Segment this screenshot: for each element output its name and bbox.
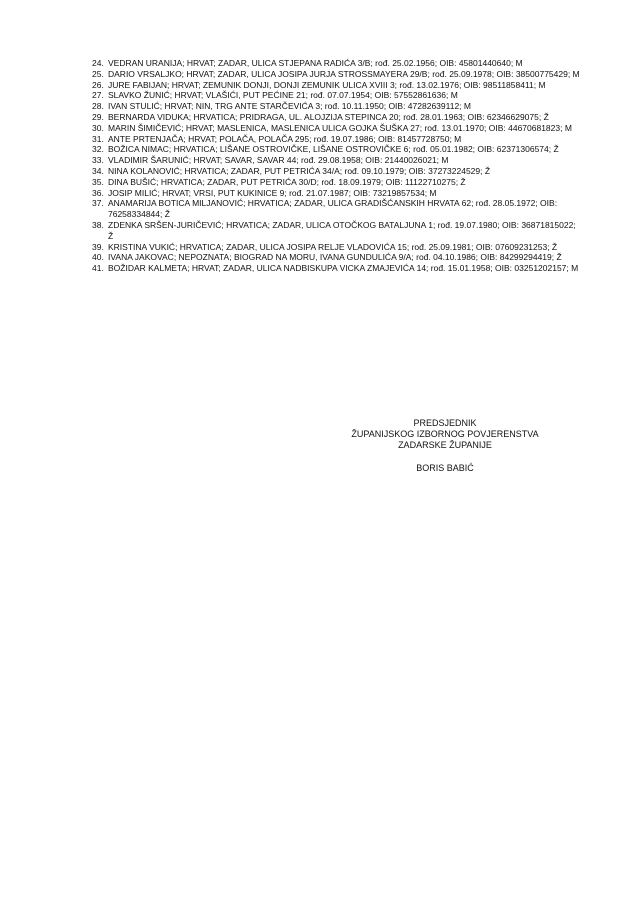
candidate-number: 26. (92, 79, 104, 90)
candidate-number: 38. (92, 219, 104, 230)
candidate-number: 31. (92, 133, 104, 144)
candidate-item (92, 166, 580, 177)
candidate-text: JURE FABIJAN; HRVAT; ZEMUNIK DONJI, DONJI ZEMUNIK ULICA XVIII 3; rođ. 13.02.1976; OIB: 98511858411; M (108, 79, 546, 90)
candidate-item (92, 144, 580, 155)
candidate-number: 25. (92, 68, 104, 79)
candidate-text: IVAN STULIĆ; HRVAT; NIN, TRG ANTE STARČEVIĆA 3; rođ. 10.11.1950; OIB: 47282639112; M (108, 101, 471, 112)
candidate-text: KRISTINA VUKIĆ; HRVATICA; ZADAR, ULICA JOSIPA RELJE VLADOVIĆA 15; rođ. 25.09.1981; OIB: 07609231253; Ž (108, 241, 558, 252)
candidate-item (92, 198, 580, 220)
candidate-text: BOŽICA NIMAC; HRVATICA; LIŠANE OSTROVIČKE, LIŠANE OSTROVIČKE 6; rođ. 05.01.1982; OIB: 62371306574; Ž (108, 144, 559, 155)
candidate-item (92, 220, 580, 242)
candidate-item (92, 90, 580, 101)
candidate-text: BOŽIDAR KALMETA; HRVAT; ZADAR, ULICA NADBISKUPA VICKA ZMAJEVIĆA 14; rođ. 15.01.1958; OIB: 03251202157; M (108, 263, 579, 274)
candidate-item (92, 101, 580, 112)
candidate-text: BERNARDA VIDUKA; HRVATICA; PRIDRAGA, UL. ALOJZIJA STEPINCA 20; rođ. 28.01.1963; OIB: 62346629075; Ž (108, 111, 549, 122)
candidate-item (92, 177, 580, 188)
candidate-text: DARIO VRSALJKO; HRVAT; ZADAR, ULICA JOSIPA JURJA STROSSMAYERA 29/B; rođ. 25.09.1978; OIB: 38500775429; M (108, 68, 580, 79)
candidate-text: NINA KOLANOVIĆ; HRVATICA; ZADAR, PUT PETRIĆA 34/A; rođ. 09.10.1979; OIB: 37273224529; Ž (108, 165, 491, 176)
candidate-number: 30. (92, 122, 104, 133)
candidate-item (92, 263, 580, 274)
signature-title-line-2: ŽUPANIJSKOG IZBORNOG POVJERENSTVA (351, 429, 539, 440)
candidate-number: 36. (92, 187, 104, 198)
candidate-number: 29. (92, 111, 104, 122)
candidate-item (92, 155, 580, 166)
signature-block (330, 418, 560, 474)
candidate-number: 35. (92, 176, 104, 187)
candidate-number: 33. (92, 155, 104, 166)
candidate-text: ANTE PRTENJAČA; HRVAT; POLAČA, POLAČA 295; rođ. 19.07.1986; OIB: 81457728750; M (108, 133, 462, 144)
candidate-item (92, 112, 580, 123)
candidate-text: SLAVKO ŽUNIĆ; HRVAT; VLAŠIĆI, PUT PEĆINE 21; rođ. 07.07.1954; OIB: 57552861636; M (108, 90, 458, 101)
candidate-number: 40. (92, 252, 104, 263)
candidate-text: DINA BUŠIĆ; HRVATICA; ZADAR, PUT PETRIĆA 30/D; rođ. 18.09.1979; OIB: 11122710275; Ž (108, 176, 466, 187)
candidate-item (92, 80, 580, 91)
signature-title-line-1: PREDSJEDNIK (413, 418, 477, 428)
candidate-text: MARIN ŠIMIČEVIĆ; HRVAT; MASLENICA, MASLENICA ULICA GOJKA ŠUŠKA 27; rođ. 13.01.1970; OIB: 44670681823; M (108, 122, 572, 133)
candidate-text: ANAMARIJA BOTICA MILJANOVIĆ; HRVATICA; ZADAR, ULICA GRADIŠĆANSKIH HRVATA 62; rođ. 28.05.1972; OIB: 76258334844; Ž (108, 198, 558, 220)
candidate-item (92, 188, 580, 199)
candidate-item (92, 242, 580, 253)
candidate-number: 28. (92, 101, 104, 112)
signature-title-line-3: ZADARSKE ŽUPANIJE (398, 440, 492, 451)
candidate-text: VEDRAN URANIJA; HRVAT; ZADAR, ULICA STJEPANA RADIĆA 3/B; rođ. 25.02.1956; OIB: 45801440640; M (108, 58, 523, 68)
candidate-item (92, 134, 580, 145)
candidate-text: JOSIP MILIĆ; HRVAT; VRSI, PUT KUKINICE 9; rođ. 21.07.1987; OIB: 73219857534; M (108, 187, 437, 198)
candidate-number: 32. (92, 144, 104, 155)
candidate-text: ZDENKA SRŠEN-JURIČEVIĆ; HRVATICA; ZADAR, ULICA OTOČKOG BATALJUNA 1; rođ. 19.07.1980; OIB: 36871815022; Ž (108, 219, 576, 241)
candidate-list (92, 58, 580, 274)
candidate-number: 39. (92, 241, 104, 252)
candidate-number: 34. (92, 165, 104, 176)
signatory-name: BORIS BABIĆ (416, 462, 474, 473)
candidate-item (92, 58, 580, 69)
candidate-item (92, 123, 580, 134)
candidate-item (92, 69, 580, 80)
candidate-number: 37. (92, 198, 104, 209)
candidate-text: VLADIMIR ŠARUNIĆ; HRVAT; SAVAR, SAVAR 44; rođ. 29.08.1958; OIB: 21440026021; M (108, 155, 449, 166)
candidate-number: 41. (92, 263, 104, 274)
candidate-number: 27. (92, 90, 104, 101)
candidate-item (92, 252, 580, 263)
candidate-text: IVANA JAKOVAC; NEPOZNATA; BIOGRAD NA MORU, IVANA GUNDULIĆA 9/A; rođ. 04.10.1986; OIB: 84299294419; Ž (108, 252, 562, 263)
candidate-number: 24. (92, 58, 104, 68)
